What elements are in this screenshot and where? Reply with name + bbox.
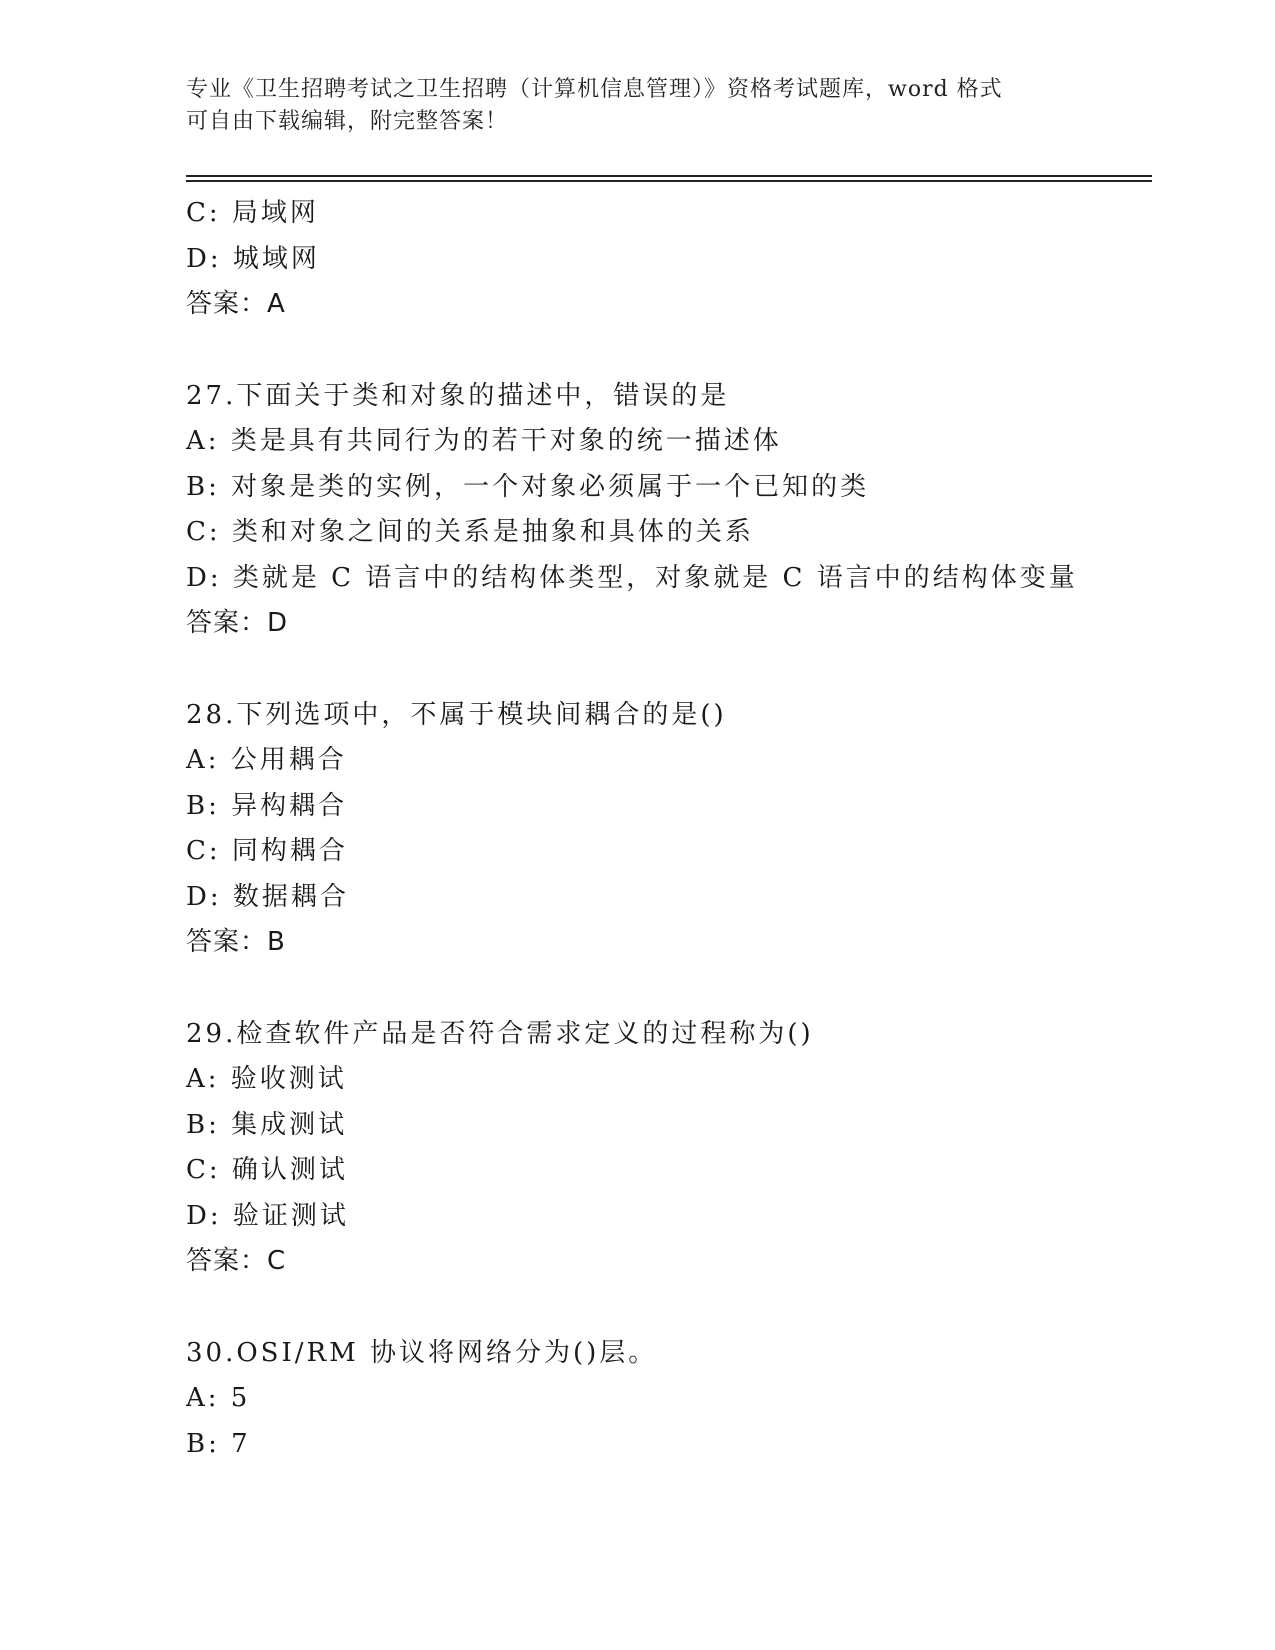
question-stem: 27.下面关于类和对象的描述中，错误的是 <box>186 380 730 411</box>
option-a: A: 5 <box>186 1383 251 1413</box>
header-line-1: 专业《卫生招聘考试之卫生招聘（计算机信息管理）》资格考试题库，word 格式 <box>186 77 1003 102</box>
question-28 <box>186 693 1152 966</box>
option-a: A: 验收测试 <box>186 1064 347 1094</box>
answer-line: 答案：A <box>186 289 286 319</box>
option-b: B: 异构耦合 <box>186 790 348 821</box>
spacer <box>186 328 1152 374</box>
header-line-2: 可自由下载编辑，附完整答案！ <box>186 109 509 134</box>
option-a: A: 公用耦合 <box>186 745 347 775</box>
question-stem: 30.OSI/RM 协议将网络分为()层。 <box>186 1337 658 1368</box>
spacer <box>186 647 1152 693</box>
option-d: D: 验证测试 <box>186 1200 349 1231</box>
question-list <box>186 191 1152 1467</box>
option-a: A: 类是具有共同行为的若干对象的统一描述体 <box>186 426 782 456</box>
option-d: D: 城域网 <box>186 243 320 274</box>
option-b: B: 7 <box>186 1428 251 1459</box>
question-stem: 29.检查软件产品是否符合需求定义的过程称为() <box>186 1018 814 1049</box>
header-rule-top <box>186 175 1152 177</box>
prev-question-block <box>186 191 1152 328</box>
spacer <box>186 966 1152 1012</box>
option-b: B: 集成测试 <box>186 1109 348 1140</box>
option-d: D: 类就是 C 语言中的结构体类型，对象就是 C 语言中的结构体变量 <box>186 562 1078 593</box>
document-header <box>186 74 1086 138</box>
question-30 <box>186 1331 1152 1468</box>
spacer <box>186 1285 1152 1331</box>
answer-line: 答案：C <box>186 1246 287 1276</box>
answer-line: 答案：D <box>186 608 289 638</box>
option-d: D: 数据耦合 <box>186 881 349 912</box>
answer-line: 答案：B <box>186 927 286 957</box>
question-stem: 28.下列选项中，不属于模块间耦合的是() <box>186 699 727 730</box>
question-29 <box>186 1012 1152 1285</box>
header-rule-bottom <box>186 180 1152 182</box>
option-c: C: 确认测试 <box>186 1155 348 1185</box>
question-27 <box>186 374 1152 647</box>
option-c: C: 局域网 <box>186 198 319 228</box>
option-b: B: 对象是类的实例，一个对象必须属于一个已知的类 <box>186 471 870 502</box>
option-c: C: 类和对象之间的关系是抽象和具体的关系 <box>186 517 754 547</box>
option-c: C: 同构耦合 <box>186 836 348 866</box>
